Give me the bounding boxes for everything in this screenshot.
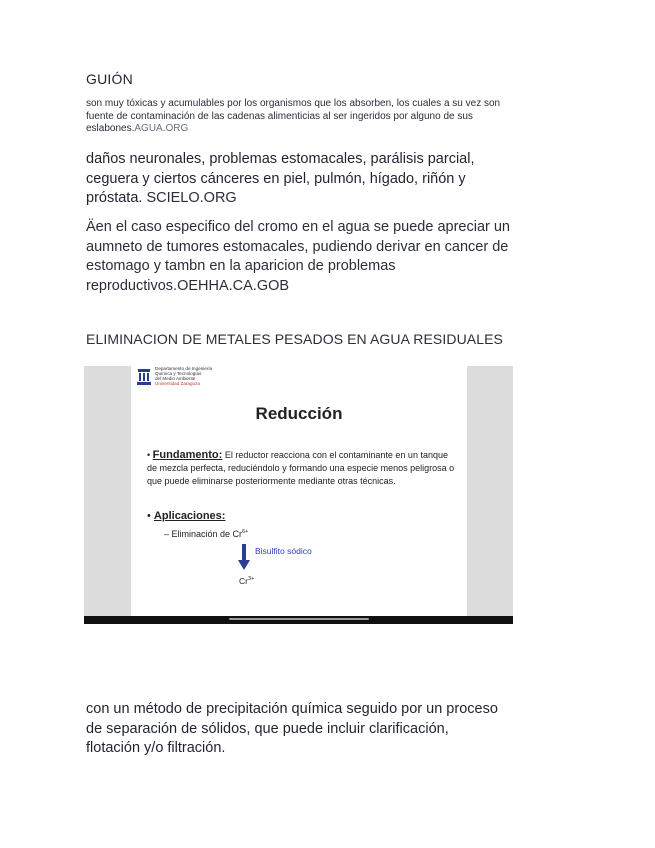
application-item [164, 529, 248, 539]
paragraph-chromium: Äen el caso especifico del cromo en el agua se puede apreciar un aumneto de tumores estomacales, pudiendo derivar en cancer de estomago y tambn en la aparicion de problemas reproductivos.OEHHA.CA.GOB [86, 219, 510, 294]
application-text: – Eliminación de Cr [164, 529, 243, 539]
institution-line: Química y Tecnologías [155, 371, 202, 376]
bullet-key: Aplicaciones: [153, 510, 226, 522]
paragraph-text: daños neuronales, problemas estomacales, parálisis parcial, ceguera y ciertos cánceres en piel, pulmón, hígado, riñón y próstata. [86, 151, 475, 206]
down-arrow-icon [238, 544, 250, 570]
product-symbol: Cr [239, 576, 248, 586]
screenshot-left-margin [84, 366, 131, 616]
product-label [239, 576, 254, 586]
institution-line: Departamento de Ingeniería [155, 366, 213, 371]
reagent-label: Bisulfito sódico [255, 546, 312, 556]
screenshot-right-margin [467, 366, 513, 616]
slide-title: Reducción [255, 404, 343, 423]
home-indicator [229, 618, 369, 620]
institution-line: del Medio Ambiente [155, 376, 196, 381]
institution-name [155, 366, 212, 386]
source-citation: AGUA.ORG [134, 123, 189, 134]
bullet-aplicaciones: • Aplicaciones: [147, 510, 226, 522]
university-logo-icon [137, 368, 151, 386]
charge-label: 6+ [242, 529, 249, 535]
charge-label: 3+ [247, 576, 255, 583]
university-name: Universidad Zaragoza [155, 381, 200, 386]
bullet-text: El reductor reacciona con el contaminante en un tanque de mezcla perfecta, reduciéndolo y formando una especie menos peligrosa o que puede eliminarse posteriormente mediante otras técnicas. [147, 450, 455, 486]
screenshot-navigation-bar [84, 616, 513, 624]
paragraph-text: son muy tóxicas y acumulables por los organismos que los absorben, los cuales a su vez son fuente de contaminación de las cadenas alimenticias al ser ingeridos por alguno de sus eslabones. [86, 98, 501, 134]
paragraph-health-effects [86, 150, 516, 209]
source-citation: SCIELO.ORG [142, 190, 237, 206]
document-heading: GUIÓN [86, 71, 133, 87]
bullet-key: Fundamento: [152, 449, 223, 461]
paragraph-toxicity [86, 98, 511, 136]
slide-screenshot [84, 366, 513, 624]
paragraph-precipitation: con un método de precipitación química seguido por un proceso de separación de sólidos, que puede incluir clarificación, flotación y/o filtración. [86, 701, 498, 756]
slide [131, 366, 467, 616]
bullet-fundamento: • Fundamento: El reductor reacciona con el contaminante en un tanque de mezcla perfecta, reduciéndolo y formando una especie menos peligrosa o que puede eliminarse posteriormente mediante otras técnicas. [147, 449, 455, 486]
section-heading: ELIMINACION DE METALES PESADOS EN AGUA RESIDUALES [86, 331, 503, 347]
